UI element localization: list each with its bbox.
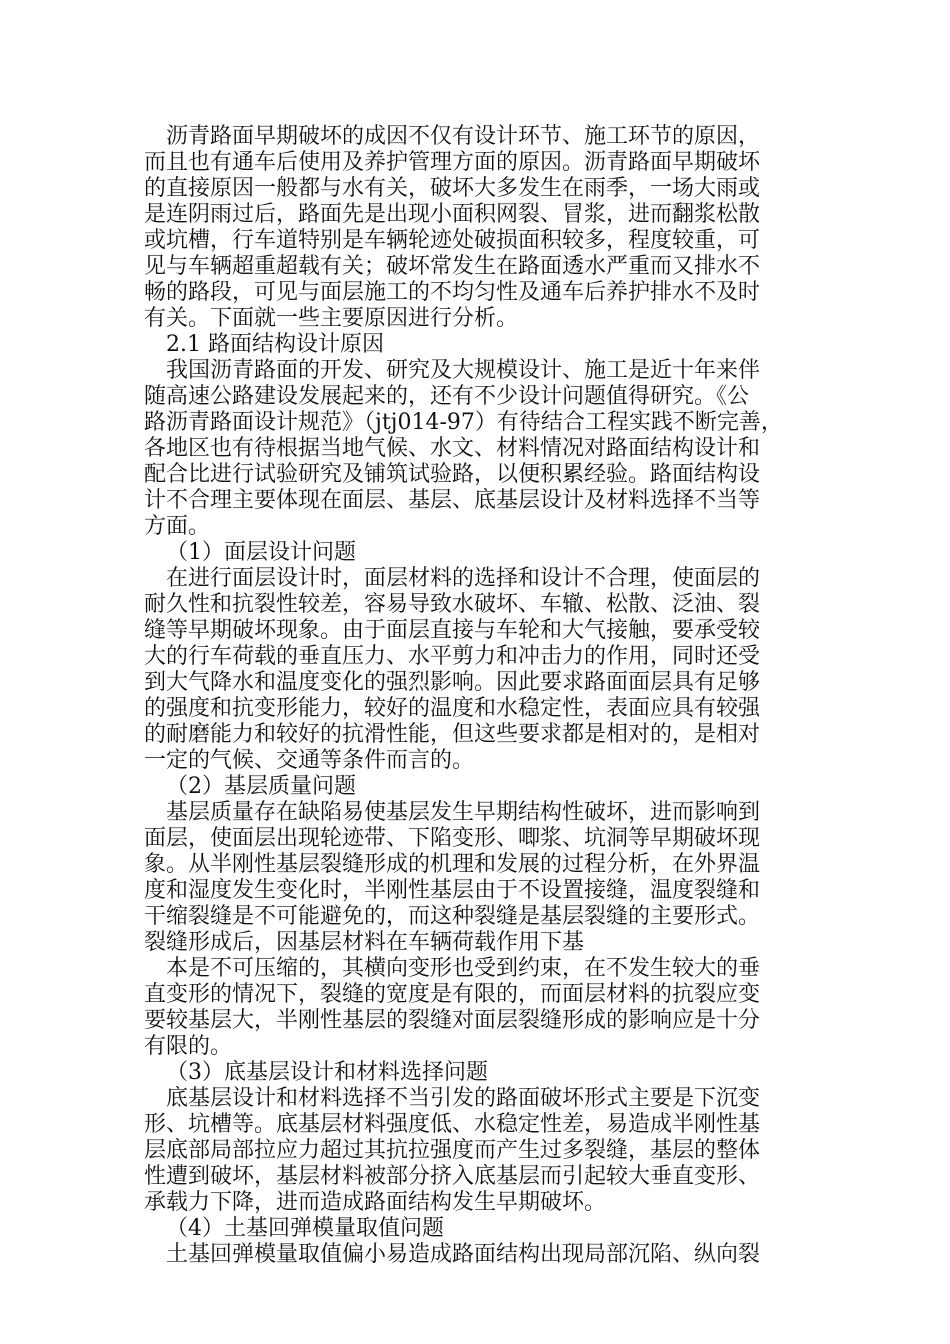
paragraph-line: 干缩裂缝是不可能避免的，而这种裂缝是基层裂缝的主要形式。: [144, 904, 761, 929]
subsection-heading: （1）面层设计问题: [166, 540, 356, 565]
paragraph-line: 底基层设计和材料选择不当引发的路面破坏形式主要是下沉变: [166, 1086, 761, 1111]
paragraph-line: 裂缝形成后，因基层材料在车辆荷载作用下基: [144, 930, 585, 955]
paragraph-line: 要较基层大，半刚性基层的裂缝对面层裂缝形成的影响应是十分: [144, 1008, 761, 1033]
paragraph-line: 直变形的情况下，裂缝的宽度是有限的，而面层材料的抗裂应变: [144, 982, 761, 1007]
paragraph-line: 在进行面层设计时，面层材料的选择和设计不合理，使面层的: [166, 566, 761, 591]
paragraph-line: 层底部局部拉应力超过其抗拉强度而产生过多裂缝，基层的整体: [144, 1138, 761, 1163]
paragraph-line: 见与车辆超重超载有关；破坏常发生在路面透水严重而又排水不: [144, 254, 761, 279]
paragraph-line: 方面。: [144, 514, 211, 539]
subsection-heading: （2）基层质量问题: [166, 774, 356, 799]
paragraph-line: 一定的气候、交通等条件而言的。: [144, 748, 475, 773]
paragraph-line: 计不合理主要体现在面层、基层、底基层设计及材料选择不当等: [144, 488, 761, 513]
paragraph-line: 是连阴雨过后，路面先是出现小面积网裂、冒浆，进而翻浆松散: [144, 202, 761, 227]
paragraph-line: 耐久性和抗裂性较差，容易导致水破坏、车辙、松散、泛油、裂: [144, 592, 761, 617]
paragraph-line: 缝等早期破坏现象。由于面层直接与车轮和大气接触，要承受较: [144, 618, 761, 643]
paragraph-line: 沥青路面早期破坏的成因不仅有设计环节、施工环节的原因，: [166, 124, 761, 149]
paragraph-line: 度和湿度发生变化时，半刚性基层由于不设置接缝，温度裂缝和: [144, 878, 761, 903]
paragraph-line: 的耐磨能力和较好的抗滑性能，但这些要求都是相对的，是相对: [144, 722, 761, 747]
paragraph-line: 路沥青路面设计规范》（jtj014-97）有待结合工程实践不断完善，: [144, 410, 783, 435]
subsection-heading: （3）底基层设计和材料选择问题: [166, 1060, 488, 1085]
paragraph-line: 而且也有通车后使用及养护管理方面的原因。沥青路面早期破坏: [144, 150, 761, 175]
paragraph-line: 性遭到破坏，基层材料被部分挤入底基层而引起较大垂直变形、: [144, 1164, 761, 1189]
paragraph-line: 到大气降水和温度变化的强烈影响。因此要求路面面层具有足够: [144, 670, 761, 695]
paragraph-line: 土基回弹模量取值偏小易造成路面结构出现局部沉陷、纵向裂: [166, 1242, 761, 1267]
paragraph-line: 各地区也有待根据当地气候、水文、材料情况对路面结构设计和: [144, 436, 761, 461]
paragraph-line: 的强度和抗变形能力，较好的温度和水稳定性，表面应具有较强: [144, 696, 761, 721]
paragraph-line: 大的行车荷载的垂直压力、水平剪力和冲击力的作用，同时还受: [144, 644, 761, 669]
paragraph-line: 形、坑槽等。底基层材料强度低、水稳定性差，易造成半刚性基: [144, 1112, 761, 1137]
paragraph-line: 配合比进行试验研究及铺筑试验路，以便积累经验。路面结构设: [144, 462, 761, 487]
paragraph-line: 基层质量存在缺陷易使基层发生早期结构性破坏，进而影响到: [166, 800, 761, 825]
paragraph-line: 有关。下面就一些主要原因进行分析。: [144, 306, 519, 331]
paragraph-line: 的直接原因一般都与水有关，破坏大多发生在雨季，一场大雨或: [144, 176, 761, 201]
paragraph-line: 本是不可压缩的，其横向变形也受到约束，在不发生较大的垂: [166, 956, 761, 981]
paragraph-line: 畅的路段，可见与面层施工的不均匀性及通车后养护排水不及时: [144, 280, 761, 305]
paragraph-line: 有限的。: [144, 1034, 233, 1059]
section-heading: 2.1 路面结构设计原因: [166, 332, 384, 357]
paragraph-line: 或坑槽，行车道特别是车辆轮迹处破损面积较多，程度较重，可: [144, 228, 761, 253]
paragraph-line: 承载力下降，进而造成路面结构发生早期破坏。: [144, 1190, 607, 1215]
paragraph-line: 面层，使面层出现轮迹带、下陷变形、唧浆、坑洞等早期破坏现: [144, 826, 761, 851]
subsection-heading: （4）土基回弹模量取值问题: [166, 1216, 444, 1241]
paragraph-line: 象。从半刚性基层裂缝形成的机理和发展的过程分析，在外界温: [144, 852, 761, 877]
paragraph-line: 随高速公路建设发展起来的，还有不少设计问题值得研究。《公: [144, 384, 750, 409]
paragraph-line: 我国沥青路面的开发、研究及大规模设计、施工是近十年来伴: [166, 358, 761, 383]
